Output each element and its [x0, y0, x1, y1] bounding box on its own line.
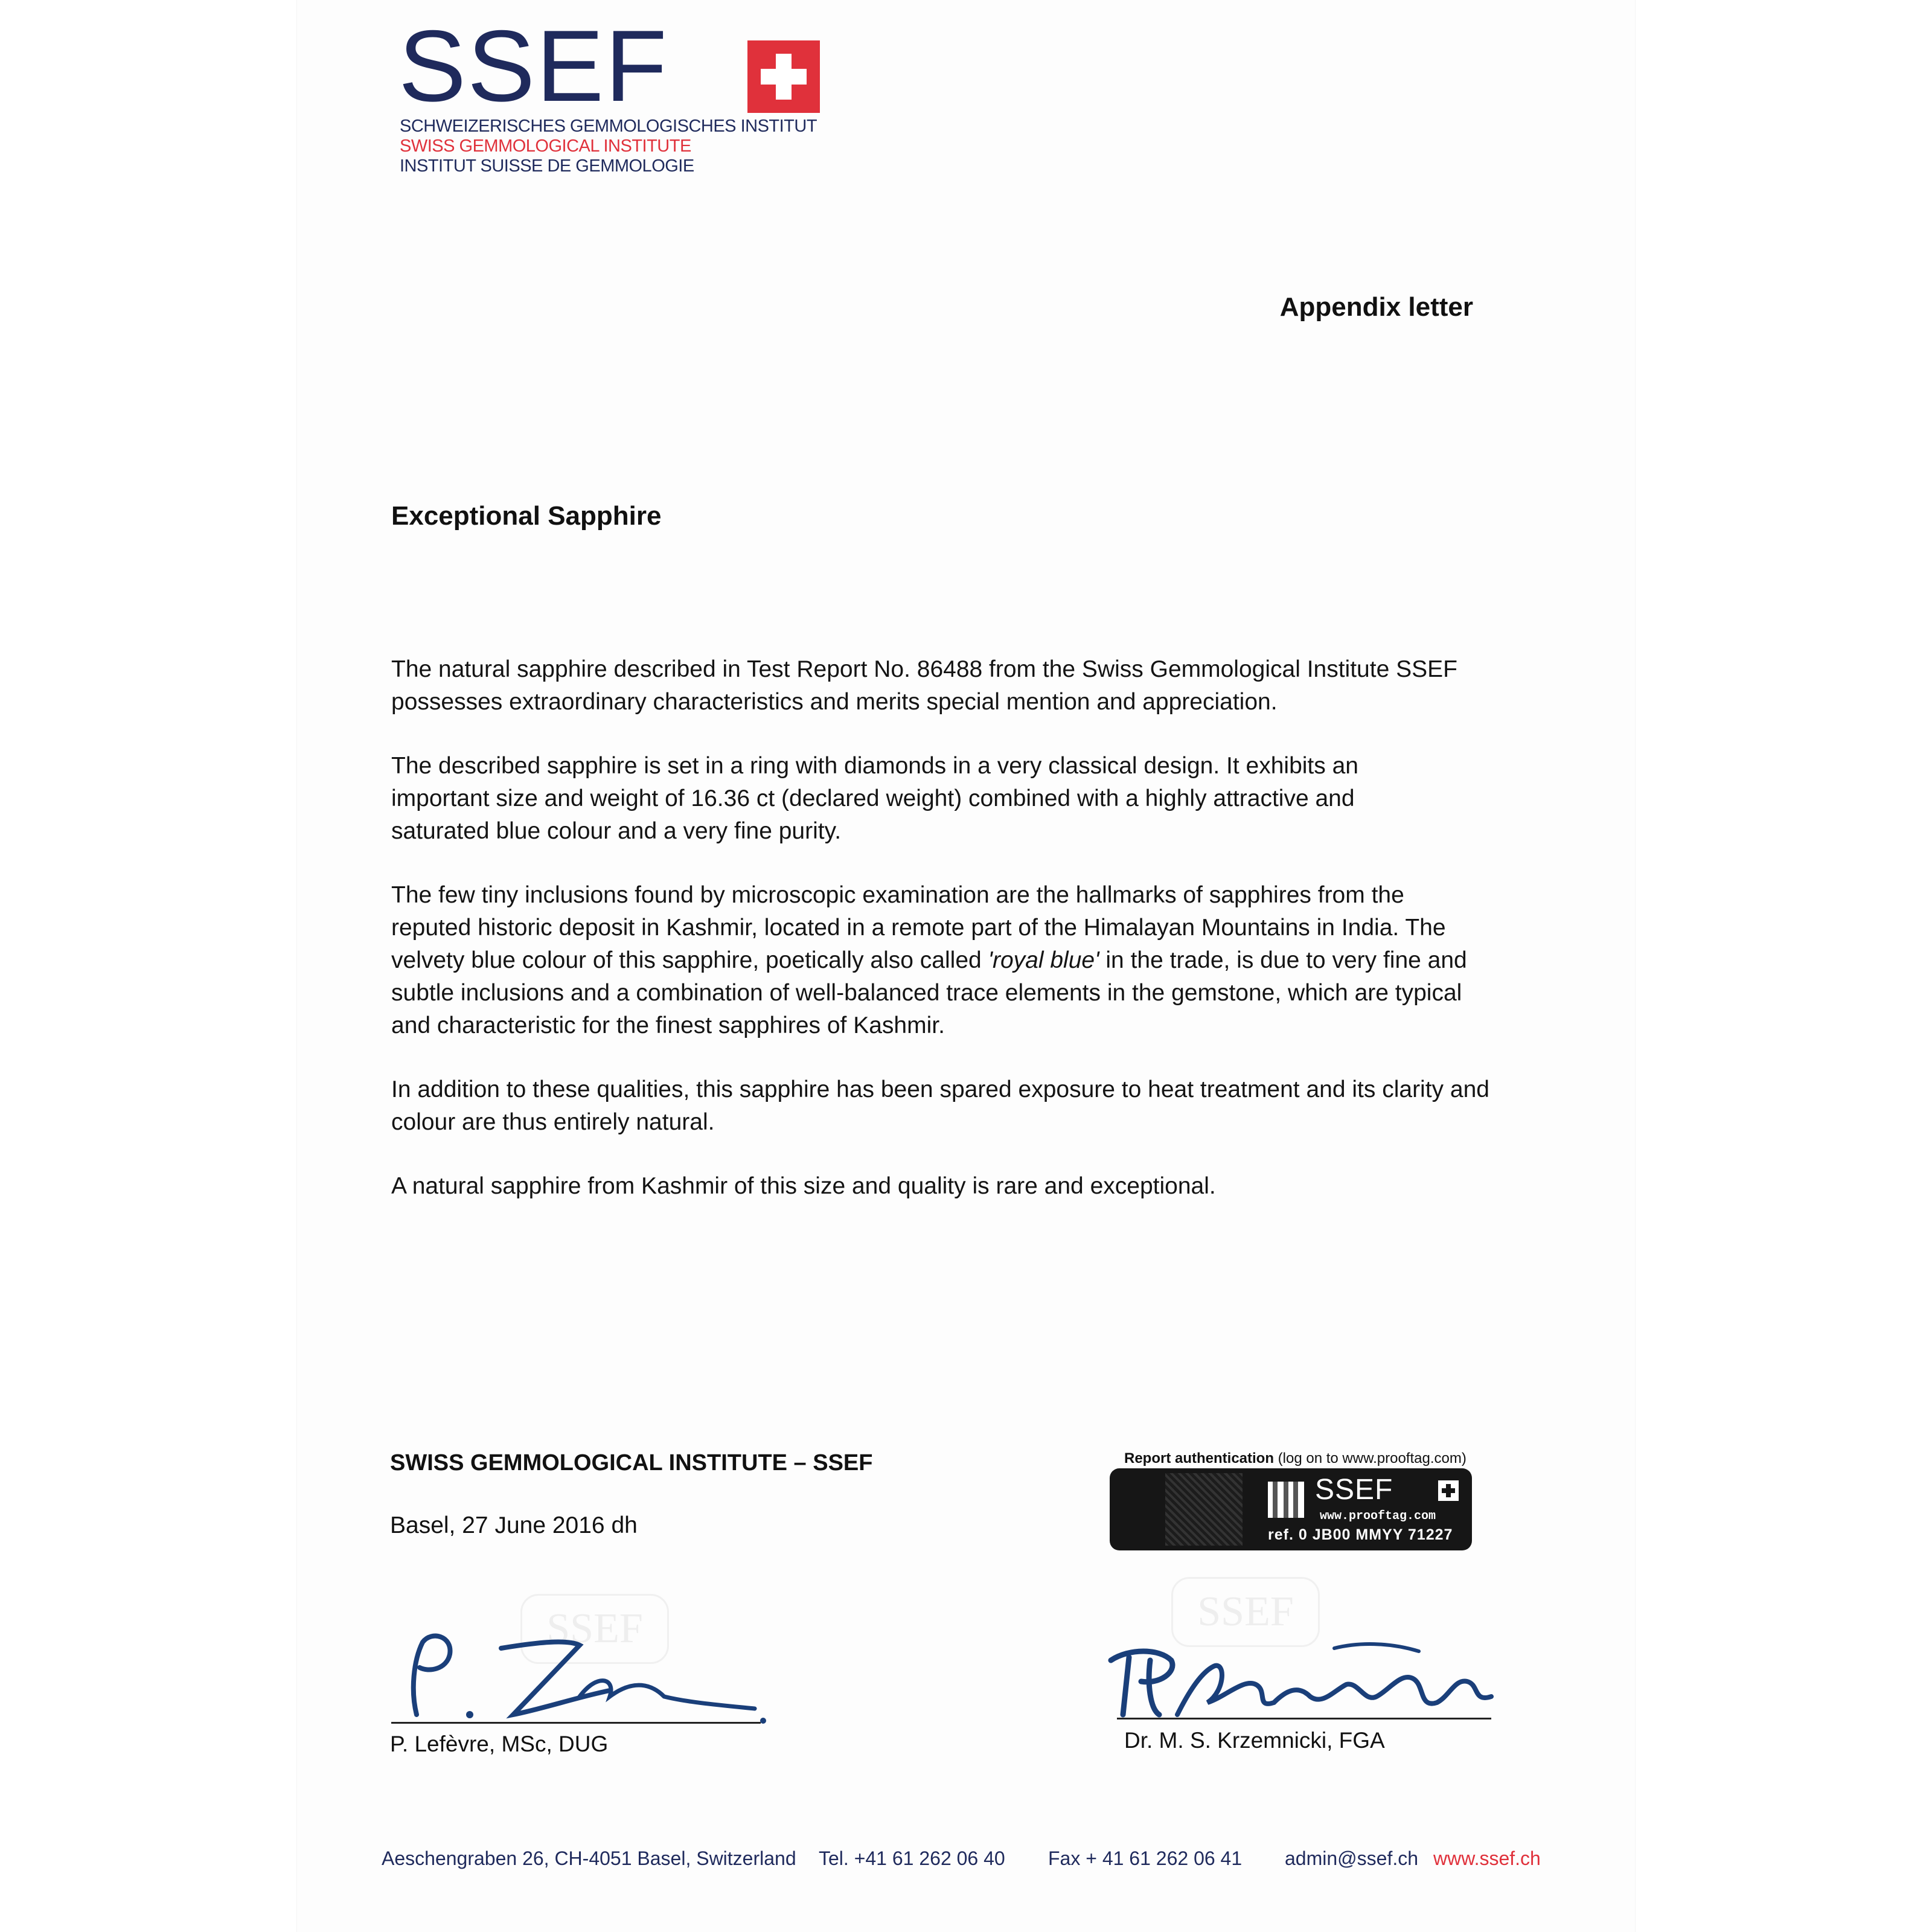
tag-url: www.prooftag.com [1320, 1509, 1436, 1523]
datamatrix-icon [1268, 1482, 1304, 1518]
paragraph-2 [391, 750, 1478, 848]
paragraph-line: The few tiny inclusions found by microscopic examination are the hallmarks of sapphires from the [391, 882, 1404, 908]
signature-lefevre [398, 1630, 773, 1727]
paragraph-line: possesses extraordinary characteristics and merits special mention and appreciation. [391, 689, 1278, 715]
embossed-seal: SSEF [1171, 1577, 1320, 1647]
paragraph-line: subtle inclusions and a combination of well-balanced trace elements in the gemstone, which are typical [391, 980, 1462, 1006]
paragraph-3 [391, 879, 1478, 1042]
paragraph-line: colour are thus entirely natural. [391, 1109, 715, 1135]
logo-line-french: INSTITUT SUISSE DE GEMMOLOGIE [400, 156, 694, 176]
text-segment: in the trade, is due to very fine and [1099, 947, 1467, 973]
swiss-cross-icon [747, 40, 820, 113]
paragraph-line: saturated blue colour and a very fine purity. [391, 818, 842, 844]
auth-label-rest: (log on to www.prooftag.com) [1274, 1450, 1467, 1467]
paragraph-4 [391, 1073, 1489, 1139]
signer-name-left: P. Lefèvre, MSc, DUG [390, 1732, 609, 1756]
logo-line-english: SWISS GEMMOLOGICAL INSTITUTE [400, 136, 691, 156]
footer-fax: Fax + 41 61 262 06 41 [1048, 1847, 1243, 1869]
letter-body [391, 653, 1489, 1234]
institute-name: SWISS GEMMOLOGICAL INSTITUTE – SSEF [390, 1450, 873, 1476]
signature-line [391, 1722, 761, 1724]
appendix-heading: Appendix letter [1279, 292, 1473, 322]
report-authentication-label [1124, 1450, 1467, 1467]
swiss-cross-icon [1438, 1480, 1459, 1501]
royal-blue-term: 'royal blue' [988, 947, 1099, 973]
logo-line-german: SCHWEIZERISCHES GEMMOLOGISCHES INSTITUT [400, 117, 817, 136]
ssef-logo [398, 9, 821, 178]
paragraph-5 [391, 1170, 1478, 1203]
paragraph-line: important size and weight of 16.36 ct (declared weight) combined with a highly attractive and [391, 785, 1355, 811]
paragraph-1 [391, 653, 1478, 718]
tag-reference: ref. 0 JB00 MMYY 71227 [1268, 1526, 1453, 1543]
paragraph-line: reputed historic deposit in Kashmir, located in a remote part of the Himalayan Mountains in India. The [391, 915, 1446, 941]
paragraph-line [391, 944, 1478, 977]
footer-tel: Tel. +41 61 262 06 40 [819, 1847, 1005, 1869]
footer-email-link[interactable]: admin@ssef.ch [1285, 1847, 1419, 1869]
footer-website-link[interactable]: www.ssef.ch [1433, 1847, 1541, 1869]
footer-address: Aeschengraben 26, CH-4051 Basel, Switzerland [382, 1847, 796, 1869]
signature-krzemnicki [1105, 1624, 1503, 1727]
embossed-seal: SSEF [520, 1594, 669, 1664]
signer-name-right: Dr. M. S. Krzemnicki, FGA [1124, 1728, 1385, 1753]
tag-brand: SSEF [1315, 1474, 1393, 1506]
paragraph-line: The described sapphire is set in a ring with diamonds in a very classical design. It exhibits an [391, 753, 1358, 779]
signature-line [1117, 1718, 1491, 1719]
paragraph-line: The natural sapphire described in Test Report No. 86488 from the Swiss Gemmological Institute SSEF [391, 656, 1457, 682]
paragraph-line: and characteristic for the finest sapphires of Kashmir. [391, 1012, 945, 1038]
hologram-icon [1165, 1473, 1243, 1546]
text-segment: velvety blue colour of this sapphire, poetically also called [391, 947, 988, 973]
auth-label-bold: Report authentication [1124, 1450, 1275, 1467]
paragraph-line: In addition to these qualities, this sapphire has been spared exposure to heat treatment and its clarity and [391, 1076, 1489, 1102]
place-date: Basel, 27 June 2016 dh [390, 1512, 638, 1538]
paragraph-line: A natural sapphire from Kashmir of this size and quality is rare and exceptional. [391, 1173, 1216, 1199]
prooftag-label [1110, 1468, 1472, 1550]
logo-wordmark: SSEF [398, 9, 668, 123]
document-title: Exceptional Sapphire [391, 501, 662, 531]
